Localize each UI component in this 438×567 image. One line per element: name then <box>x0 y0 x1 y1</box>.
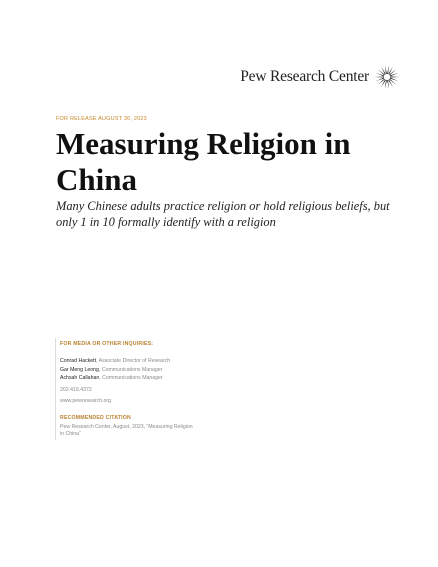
brand-name: Pew Research Center <box>240 68 369 85</box>
contact-website[interactable]: www.pewresearch.org <box>60 398 112 404</box>
contact-role: , Communications Manager <box>98 366 163 373</box>
citation-text: Pew Research Center, August, 2023, “Measuring Religion in China” <box>60 423 193 437</box>
release-date: FOR RELEASE AUGUST 30, 2023 <box>56 116 147 122</box>
brand-logo <box>240 64 400 90</box>
contact-name: Conrad Hackett <box>60 358 97 364</box>
contact-role: , Associate Director of Research <box>96 358 171 364</box>
contact-callahan <box>60 374 220 383</box>
page-title: Measuring Religion in China <box>56 126 351 197</box>
media-inquiries-heading: FOR MEDIA OR OTHER INQUIRIES: <box>60 341 154 347</box>
page-subtitle: Many Chinese adults practice religion or hold religious beliefs, but only 1 in 10 formally identify with a religion <box>56 199 390 229</box>
contact-name: Achsah Callahan <box>60 375 100 381</box>
contact-hackett <box>60 357 220 366</box>
sunburst-logo-icon <box>374 64 400 90</box>
contact-name: Gar Meng Leong <box>60 366 99 373</box>
contact-phone: 202.419.4372 <box>60 386 92 393</box>
citation-heading: RECOMMENDED CITATION <box>60 414 131 421</box>
contact-leong <box>60 366 220 375</box>
contact-block <box>55 338 220 440</box>
contact-role: , Communications Manager <box>99 375 163 381</box>
